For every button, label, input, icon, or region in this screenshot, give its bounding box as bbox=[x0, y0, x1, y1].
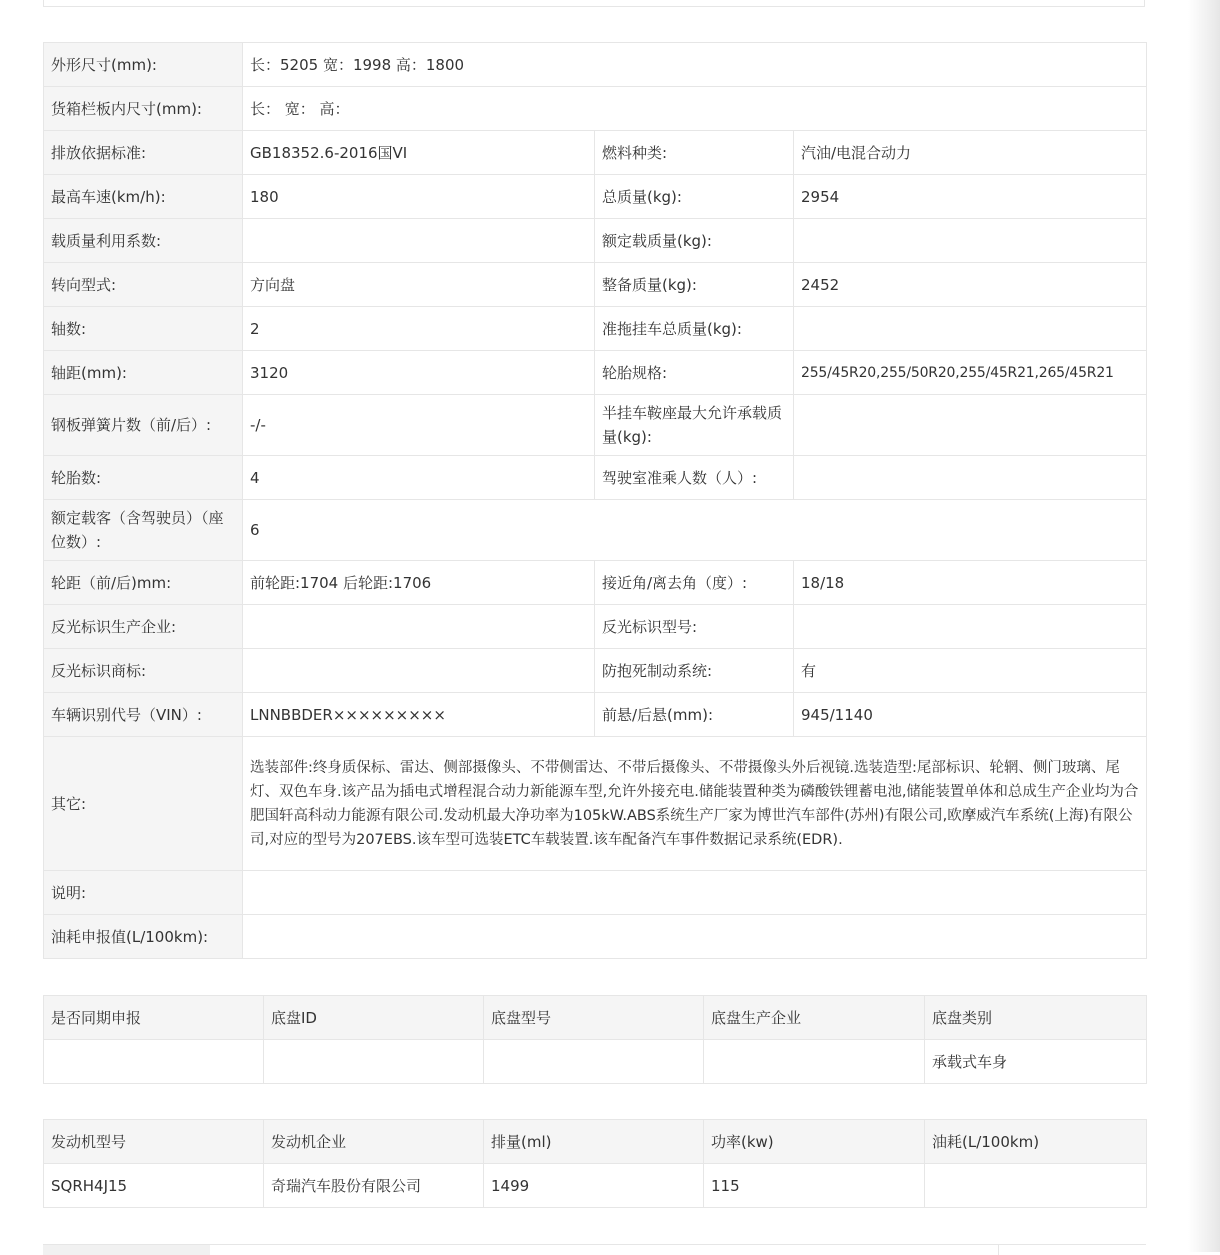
fuel-value: 汽油/电混合动力 bbox=[794, 131, 1147, 175]
table-cell bbox=[704, 1040, 925, 1084]
table-row bbox=[44, 693, 1147, 737]
wheelbase-value: 3120 bbox=[243, 351, 595, 395]
table-cell: 奇瑞汽车股份有限公司 bbox=[264, 1164, 484, 1208]
tire-count-label: 轮胎数: bbox=[44, 456, 243, 500]
reflector-model-label: 反光标识型号: bbox=[595, 605, 794, 649]
table-row bbox=[44, 915, 1147, 959]
header-cell: 排量(ml) bbox=[484, 1120, 704, 1164]
tire-spec-label: 轮胎规格: bbox=[595, 351, 794, 395]
header-cell: 发动机型号 bbox=[44, 1120, 264, 1164]
tire-spec-value: 255/45R20,255/50R20,255/45R21,265/45R21 bbox=[794, 351, 1147, 395]
leaf-spring-label: 钢板弹簧片数（前/后）: bbox=[44, 395, 243, 456]
semi-trailer-label: 半挂车鞍座最大允许承载质量(kg): bbox=[595, 395, 794, 456]
steering-value: 方向盘 bbox=[243, 263, 595, 307]
axles-value: 2 bbox=[243, 307, 595, 351]
previous-table-edge bbox=[43, 0, 1145, 7]
chassis-table bbox=[43, 995, 1147, 1084]
table-cell: 承载式车身 bbox=[925, 1040, 1147, 1084]
curb-mass-value: 2452 bbox=[794, 263, 1147, 307]
vin-value: LNNBBDER××××××××× bbox=[243, 693, 595, 737]
engine-table bbox=[43, 1119, 1147, 1208]
table-header-row bbox=[44, 996, 1147, 1040]
header-cell: 底盘型号 bbox=[484, 996, 704, 1040]
table-row bbox=[44, 175, 1147, 219]
overhang-label: 前悬/后悬(mm): bbox=[595, 693, 794, 737]
header-cell: 功率(kw) bbox=[704, 1120, 925, 1164]
cab-passengers-value bbox=[794, 456, 1147, 500]
reflector-brand-value bbox=[243, 649, 595, 693]
curb-mass-label: 整备质量(kg): bbox=[595, 263, 794, 307]
table-row bbox=[44, 1040, 1147, 1084]
table-cell bbox=[484, 1040, 704, 1084]
total-mass-label: 总质量(kg): bbox=[595, 175, 794, 219]
fuel-label: 燃料种类: bbox=[595, 131, 794, 175]
trailer-mass-value bbox=[794, 307, 1147, 351]
trailer-mass-label: 准拖挂车总质量(kg): bbox=[595, 307, 794, 351]
table-row bbox=[44, 649, 1147, 693]
next-table-edge bbox=[43, 1244, 1146, 1255]
total-mass-value: 2954 bbox=[794, 175, 1147, 219]
header-cell: 底盘ID bbox=[264, 996, 484, 1040]
vin-label: 车辆识别代号（VIN）: bbox=[44, 693, 243, 737]
header-cell: 发动机企业 bbox=[264, 1120, 484, 1164]
right-edge-shadow bbox=[1188, 0, 1220, 1252]
table-header-row bbox=[44, 1120, 1147, 1164]
approach-value: 18/18 bbox=[794, 561, 1147, 605]
cargo-box-value: 长： 宽： 高： bbox=[243, 87, 1147, 131]
table-cell: SQRH4J15 bbox=[44, 1164, 264, 1208]
table-cell: 115 bbox=[704, 1164, 925, 1208]
table-cell bbox=[264, 1040, 484, 1084]
abs-value: 有 bbox=[794, 649, 1147, 693]
axles-label: 轴数: bbox=[44, 307, 243, 351]
table-cell bbox=[925, 1164, 1147, 1208]
table-row bbox=[44, 307, 1147, 351]
fuel-consumption-value bbox=[243, 915, 1147, 959]
header-cell: 底盘生产企业 bbox=[704, 996, 925, 1040]
emission-value: GB18352.6-2016国VI bbox=[243, 131, 595, 175]
reflector-maker-label: 反光标识生产企业: bbox=[44, 605, 243, 649]
load-util-label: 载质量利用系数: bbox=[44, 219, 243, 263]
cargo-box-label: 货箱栏板内尺寸(mm): bbox=[44, 87, 243, 131]
table-row bbox=[44, 263, 1147, 307]
fuel-consumption-label: 油耗申报值(L/100km): bbox=[44, 915, 243, 959]
semi-trailer-value bbox=[794, 395, 1147, 456]
table-row bbox=[44, 219, 1147, 263]
steering-label: 转向型式: bbox=[44, 263, 243, 307]
dimensions-value: 长：5205 宽：1998 高：1800 bbox=[243, 43, 1147, 87]
table-row bbox=[44, 605, 1147, 649]
max-speed-value: 180 bbox=[243, 175, 595, 219]
abs-label: 防抱死制动系统: bbox=[595, 649, 794, 693]
table-row bbox=[44, 351, 1147, 395]
table-row bbox=[44, 43, 1147, 87]
table-row bbox=[44, 500, 1147, 561]
reflector-brand-label: 反光标识商标: bbox=[44, 649, 243, 693]
rated-load-value bbox=[794, 219, 1147, 263]
approach-label: 接近角/离去角（度）: bbox=[595, 561, 794, 605]
rated-load-label: 额定载质量(kg): bbox=[595, 219, 794, 263]
rated-passengers-label: 额定载客（含驾驶员）（座位数）: bbox=[44, 500, 243, 561]
table-row bbox=[44, 561, 1147, 605]
load-util-value bbox=[243, 219, 595, 263]
next-table-divider bbox=[998, 1245, 999, 1255]
other-value: 选装部件:终身质保标、雷达、侧部摄像头、不带侧雷达、不带后摄像头、不带摄像头外后视镜.选装造型:尾部标识、轮辋、侧门玻璃、尾灯、双色车身.该产品为插电式增程混合动力新能源车型,允许外接充电.储能装置种类为磷酸铁锂蓄电池,储能装置单体和总成生产企业均为合肥国轩高科动力能源有限公司.发动机最大净功率为105kW.ABS系统生产厂家为博世汽车部件(苏州)有限公司,欧摩威汽车系统(上海)有限公司,对应的型号为207EBS.该车型可选装ETC车载装置.该车配备汽车事件数据记录系统(EDR). bbox=[243, 737, 1147, 871]
header-cell: 油耗(L/100km) bbox=[925, 1120, 1147, 1164]
table-row bbox=[44, 456, 1147, 500]
note-label: 说明: bbox=[44, 871, 243, 915]
header-cell: 是否同期申报 bbox=[44, 996, 264, 1040]
wheelbase-label: 轴距(mm): bbox=[44, 351, 243, 395]
table-row bbox=[44, 87, 1147, 131]
table-row bbox=[44, 395, 1147, 456]
rated-passengers-value: 6 bbox=[243, 500, 1147, 561]
max-speed-label: 最高车速(km/h): bbox=[44, 175, 243, 219]
overhang-value: 945/1140 bbox=[794, 693, 1147, 737]
vehicle-parameters-table bbox=[43, 42, 1147, 959]
table-row bbox=[44, 737, 1147, 871]
tire-count-value: 4 bbox=[243, 456, 595, 500]
next-table-label-cell bbox=[43, 1245, 210, 1255]
table-row bbox=[44, 871, 1147, 915]
reflector-model-value bbox=[794, 605, 1147, 649]
note-value bbox=[243, 871, 1147, 915]
emission-label: 排放依据标准: bbox=[44, 131, 243, 175]
table-cell: 1499 bbox=[484, 1164, 704, 1208]
leaf-spring-value: -/- bbox=[243, 395, 595, 456]
reflector-maker-value bbox=[243, 605, 595, 649]
dimensions-label: 外形尺寸(mm): bbox=[44, 43, 243, 87]
table-cell bbox=[44, 1040, 264, 1084]
header-cell: 底盘类别 bbox=[925, 996, 1147, 1040]
track-label: 轮距（前/后)mm: bbox=[44, 561, 243, 605]
table-row bbox=[44, 131, 1147, 175]
track-value: 前轮距:1704 后轮距:1706 bbox=[243, 561, 595, 605]
cab-passengers-label: 驾驶室准乘人数（人）: bbox=[595, 456, 794, 500]
table-row bbox=[44, 1164, 1147, 1208]
other-label: 其它: bbox=[44, 737, 243, 871]
